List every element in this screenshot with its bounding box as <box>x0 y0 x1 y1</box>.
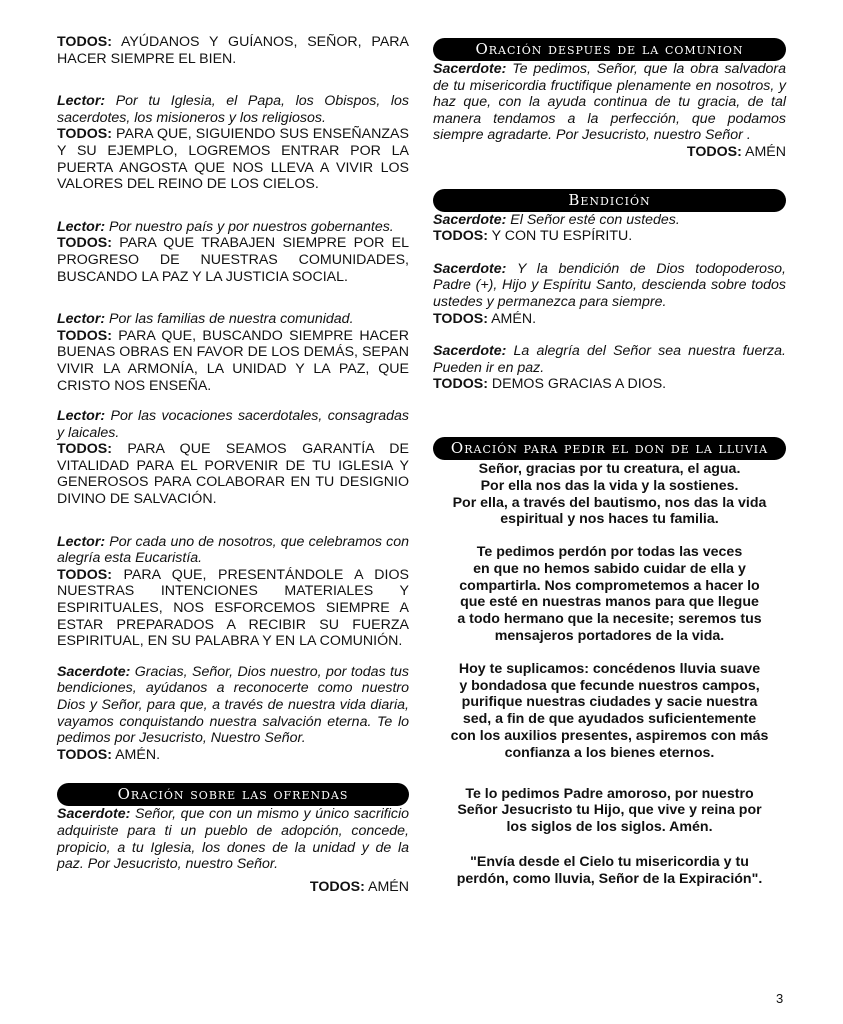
left-column <box>57 34 409 895</box>
sacerdote-label: Sacerdote: <box>433 260 507 277</box>
petition-block-4 <box>57 311 409 394</box>
todos-text: AYÚDANOS Y GUÍANOS, SEÑOR, PARA HACER SIEMPRE EL BIEN. <box>57 34 409 67</box>
page-number: 3 <box>776 991 784 1006</box>
todos-label: TODOS: <box>57 235 112 252</box>
lector-text: Por las vocaciones sacerdotales, consagradas y laicales. <box>57 408 409 441</box>
todos-label: TODOS: <box>57 327 112 344</box>
todos-label: TODOS: <box>57 34 112 50</box>
sacerdote-label: Sacerdote: <box>57 806 131 823</box>
prayer-line: que esté en nuestras manos para que llegue <box>460 594 759 611</box>
todos-text: PARA QUE, SIGUIENDO SUS ENSEÑANZAS Y SU EJEMPLO, LOGREMOS ENTRAR POR LA PUERTA ANGOSTA QUE NOS LLEVA A VIVIR LOS VALORES DEL REINO DE LOS CIELOS. <box>57 126 409 193</box>
prayer-line: espiritual y nos haces tu familia. <box>500 511 719 528</box>
petition-block-5 <box>57 408 409 508</box>
lluvia-paragraph-1 <box>433 461 786 528</box>
prayer-line: perdón, como lluvia, Señor de la Expiración". <box>456 870 763 887</box>
prayer-line: purifique nuestras ciudades y sacie nuestra <box>461 694 758 711</box>
prayer-line: confianza a los bienes eternos. <box>504 744 715 761</box>
prayer-line: Te pedimos perdón por todas las veces <box>476 544 743 561</box>
todos-label: TODOS: <box>57 566 112 583</box>
todos-text: PARA QUE, BUSCANDO SIEMPRE HACER BUENAS OBRAS EN FAVOR DE LOS DEMÁS, SEPAN VIVIR LA ARMONÍA, LA UNIDAD Y LA PAZ, QUE CRISTO NOS ENSEÑA. <box>57 327 409 394</box>
comunion-response <box>433 144 786 161</box>
todos-text: DEMOS GRACIAS A DIOS. <box>491 376 667 393</box>
prayer-line: "Envía desde el Cielo tu misericordia y tu <box>470 854 749 871</box>
sacerdote-label: Sacerdote: <box>433 343 507 360</box>
lluvia-paragraph-4 <box>433 786 786 836</box>
todos-text: PARA QUE TRABAJEN SIEMPRE POR EL PROGRESO DE NUESTRAS COMUNIDADES, BUSCANDO LA PAZ Y LA JUSTICIA SOCIAL. <box>57 235 409 285</box>
prayer-line: Por ella nos das la vida y la sostienes. <box>480 477 739 494</box>
petition-block-2 <box>57 93 409 193</box>
prayer-line: Señor Jesucristo tu Hijo, que vive y reina por <box>457 802 762 819</box>
todos-label: TODOS: <box>57 441 112 458</box>
lector-label: Lector: <box>57 218 106 235</box>
prayer-line: Señor, gracias por tu creatura, el agua. <box>478 460 741 477</box>
todos-label: TODOS: <box>309 878 365 895</box>
sacerdote-label: Sacerdote: <box>433 61 507 77</box>
priest-closing-prayer <box>57 664 409 764</box>
prayer-line: y bondadosa que fecunde nuestros campos, <box>459 677 760 694</box>
lector-text: Por cada uno de nosotros, que celebramos con alegría esta Eucaristía. <box>57 533 409 567</box>
todos-text: Y CON TU ESPÍRITU. <box>491 228 633 245</box>
sacerdote-text: La alegría del Señor sea nuestra fuerza. Pueden ir en paz. <box>433 343 786 376</box>
petition-block-3 <box>57 219 409 285</box>
prayer-line: Hoy te suplicamos: concédenos lluvia suave <box>458 660 761 677</box>
lluvia-paragraph-5 <box>433 854 786 888</box>
response-block-1 <box>57 34 409 67</box>
todos-label: TODOS: <box>57 126 112 143</box>
bendicion-exchange-2 <box>433 261 786 327</box>
lluvia-paragraph-2 <box>433 544 786 645</box>
bendicion-exchange-1 <box>433 212 786 245</box>
lector-text: Por tu Iglesia, el Papa, los Obispos, los sacerdotes, los misioneros y los religiosos. <box>57 93 409 126</box>
lector-text: Por nuestro país y por nuestros gobernantes. <box>109 218 394 235</box>
todos-text: AMÉN <box>745 143 786 160</box>
lector-label: Lector: <box>57 408 106 425</box>
prayer-line: en que no hemos sabido cuidar de ella y <box>473 560 746 577</box>
todos-label: TODOS: <box>433 310 488 327</box>
todos-text: AMÉN <box>368 878 409 895</box>
lector-label: Lector: <box>57 533 106 550</box>
todos-label: TODOS: <box>686 143 742 160</box>
lluvia-paragraph-3 <box>433 661 786 762</box>
todos-text: PARA QUE, PRESENTÁNDOLE A DIOS NUESTRAS INTENCIONES MATERIALES Y ESPIRITUALES, NOS ESFORCEMOS SIEMPRE A ESTAR PREPARADOS A RECIBIR SU FUERZA ESPIRITUAL, EN SU PALABRA Y EN LA COMUNIÓN. <box>57 566 409 650</box>
todos-text: AMÉN. <box>491 310 537 327</box>
section-header-ofrendas: Oración sobre las ofrendas <box>57 783 409 806</box>
prayer-line: los siglos de los siglos. Amén. <box>506 819 713 836</box>
petition-block-6 <box>57 534 409 650</box>
prayer-line: mensajeros portadores de la vida. <box>494 628 725 645</box>
sacerdote-text: Y la bendición de Dios todopoderoso, Padre (+), Hijo y Espíritu Santo, descienda sobre todos ustedes y permanezca para siempre. <box>433 260 786 310</box>
lector-label: Lector: <box>57 93 106 110</box>
section-header-bendicion: Bendición <box>433 189 786 212</box>
prayer-line: Por ella, a través del bautismo, nos das la vida <box>452 494 767 511</box>
todos-text: AMÉN. <box>115 746 161 763</box>
section-header-comunion: Oración despues de la comunion <box>433 38 786 61</box>
todos-text: PARA QUE SEAMOS GARANTÍA DE VITALIDAD PARA EL PORVENIR DE TU IGLESIA Y GENEROSOS PARA COLABORAR EN TU DESIGNIO DIVINO DE SALVACIÓN. <box>57 441 409 508</box>
prayer-line: sed, a fin de que ayudados suficientemente <box>462 711 757 728</box>
sacerdote-text: Señor, que con un mismo y único sacrificio adquiriste para ti un pueblo de adopción, concede, propicio, a tu Iglesia, los dones de la unidad y de la paz. Por Jesucristo, nuestro Señor. <box>57 806 409 873</box>
sacerdote-label: Sacerdote: <box>57 663 131 680</box>
lector-label: Lector: <box>57 311 106 328</box>
prayer-line: compartirla. Nos comprometemos a hacer lo <box>459 577 760 594</box>
todos-label: TODOS: <box>57 746 112 763</box>
prayer-line: a todo hermano que la necesite; seremos tus <box>457 611 762 628</box>
todos-label: TODOS: <box>433 376 488 393</box>
bendicion-exchange-3 <box>433 343 786 393</box>
ofrendas-prayer <box>57 806 409 872</box>
todos-label: TODOS: <box>433 228 488 245</box>
lector-text: Por las familias de nuestra comunidad. <box>109 311 354 328</box>
sacerdote-text: Te pedimos, Señor, que la obra salvadora de tu misericordia fructifique plenamente en nosotros, y haz que, con la ayuda continua de tu gracia, de tal manera tendamos a la perfección, que podamos siempre agradarte. Por Jesucristo, nuestro Señor . <box>433 61 786 144</box>
section-header-lluvia: Oración para pedir el don de la lluvia <box>433 437 786 460</box>
prayer-line: Te lo pedimos Padre amoroso, por nuestro <box>465 785 754 802</box>
comunion-prayer <box>433 61 786 144</box>
sacerdote-label: Sacerdote: <box>433 211 507 228</box>
right-column <box>433 38 786 888</box>
prayer-line: con los auxilios presentes, aspiremos con más <box>450 728 769 745</box>
sacerdote-text: El Señor esté con ustedes. <box>510 211 680 228</box>
sacerdote-text: Gracias, Señor, Dios nuestro, por todas tus bendiciones, ayúdanos a reconocerte como nuestro Dios y Señor, para que, a través de nuestra vida diaria, vayamos conquistando nuestra salvación eterna. Te lo pedimos por Jesucristo, Nuestro Señor. <box>57 663 409 747</box>
ofrendas-response <box>57 879 409 896</box>
